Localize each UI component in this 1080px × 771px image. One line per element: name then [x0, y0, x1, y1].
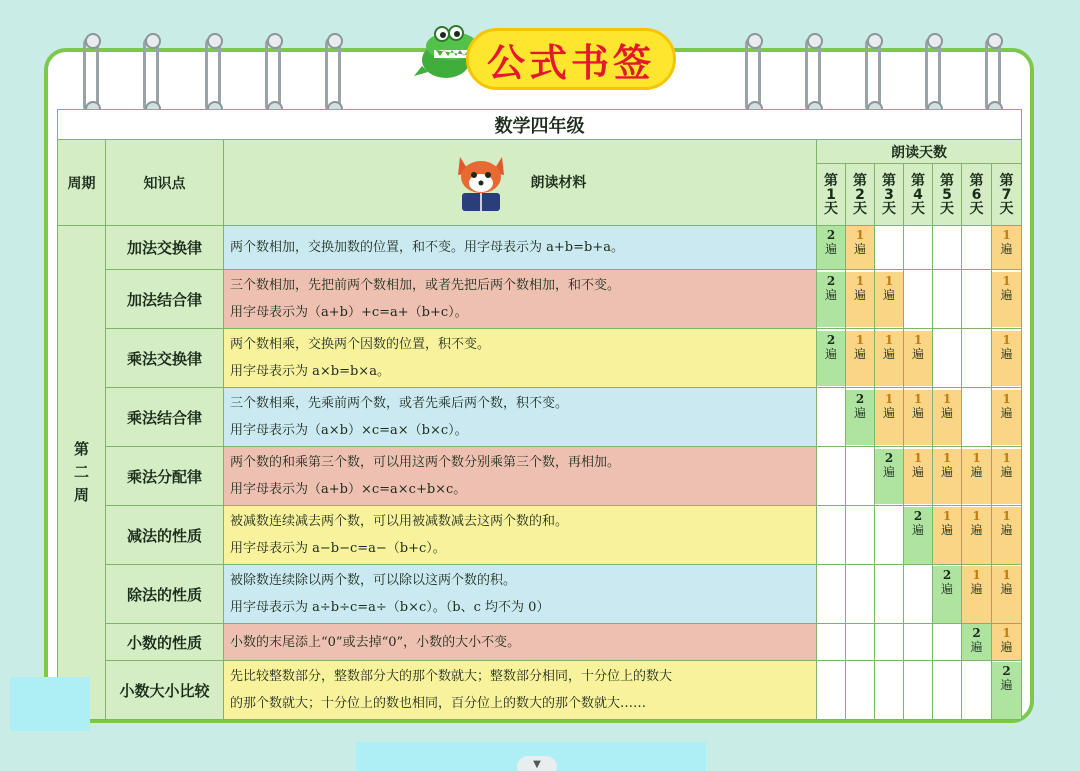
day-cell	[933, 270, 962, 329]
overlay-patch	[10, 677, 90, 731]
day-cell	[992, 388, 1022, 447]
day-cell	[904, 329, 933, 388]
day-cell	[817, 447, 846, 506]
knowledge-cell: 加法交换律	[106, 226, 224, 270]
repeat-mark: 1 遍	[992, 507, 1021, 564]
repeat-mark: 1 遍	[846, 331, 874, 386]
material-line: 用字母表示为 a×b=b×a。	[230, 364, 390, 379]
repeat-mark: 2 遍	[904, 507, 932, 564]
day-cell	[933, 329, 962, 388]
days-group-header: 朗读天数	[817, 140, 1022, 164]
table-row	[58, 329, 1022, 388]
material-line: 用字母表示为（a+b）+c=a+（b+c）。	[230, 305, 468, 320]
repeat-mark: 2 遍	[962, 624, 991, 660]
day-cell	[817, 270, 846, 329]
material-header	[224, 140, 817, 226]
repeat-mark: 1 遍	[933, 507, 961, 564]
material-line: 用字母表示为（a×b）×c=a×（b×c）。	[230, 423, 468, 438]
knowledge-cell: 乘法结合律	[106, 388, 224, 447]
day-cell	[875, 565, 904, 624]
day-cell	[846, 270, 875, 329]
day-cell	[904, 270, 933, 329]
binder-ring-icon	[205, 36, 221, 114]
material-cell	[224, 329, 817, 388]
day-cell	[817, 226, 846, 270]
day-cell	[992, 447, 1022, 506]
day-cell	[933, 565, 962, 624]
day-cell	[875, 661, 904, 720]
material-cell	[224, 388, 817, 447]
binder-ring-icon	[865, 36, 881, 114]
repeat-mark: 2 遍	[846, 390, 874, 445]
day-cell	[846, 506, 875, 565]
repeat-mark: 1 遍	[962, 449, 991, 504]
repeat-mark: 1 遍	[962, 507, 991, 564]
material-cell	[224, 661, 817, 720]
day-header: 第 2 天	[846, 164, 875, 226]
repeat-mark: 1 遍	[992, 226, 1021, 269]
day-cell	[875, 624, 904, 661]
binder-ring-icon	[143, 36, 159, 114]
day-header: 第 6 天	[962, 164, 992, 226]
material-line: 被除数连续除以两个数，可以除以这两个数的积。	[230, 573, 517, 588]
day-cell	[933, 226, 962, 270]
material-cell	[224, 270, 817, 329]
day-cell	[817, 329, 846, 388]
repeat-mark: 1 遍	[962, 566, 991, 623]
day-cell	[875, 270, 904, 329]
table-row	[58, 270, 1022, 329]
material-line: 被减数连续减去两个数，可以用被减数减去这两个数的和。	[230, 514, 569, 529]
binder-ring-icon	[985, 36, 1001, 114]
material-line: 两个数的和乘第三个数，可以用这两个数分别乘第三个数，再相加。	[230, 455, 621, 470]
repeat-mark: 1 遍	[904, 331, 932, 386]
binder-ring-icon	[83, 36, 99, 114]
table-row	[58, 226, 1022, 270]
day-cell	[962, 447, 992, 506]
period-cell: 第 二 周	[58, 226, 106, 720]
table-row	[58, 506, 1022, 565]
knowledge-cell: 加法结合律	[106, 270, 224, 329]
day-header: 第 3 天	[875, 164, 904, 226]
material-cell	[224, 565, 817, 624]
day-cell	[962, 270, 992, 329]
day-cell	[992, 329, 1022, 388]
day-cell	[846, 624, 875, 661]
knowledge-cell: 小数大小比较	[106, 661, 224, 720]
material-header-label: 朗读材料	[530, 174, 587, 191]
repeat-mark: 2 遍	[817, 226, 845, 269]
material-line: 先比较整数部分，整数部分大的那个数就大；整数部分相同，十分位上的数大	[230, 669, 673, 684]
material-line: 两个数相乘，交换两个因数的位置，积不变。	[230, 337, 491, 352]
day-cell	[817, 388, 846, 447]
material-line: 小数的末尾添上“0”或去掉“0”，小数的大小不变。	[230, 634, 521, 650]
binder-ring-icon	[925, 36, 941, 114]
day-cell	[992, 226, 1022, 270]
day-cell	[904, 661, 933, 720]
material-line: 三个数相乘，先乘前两个数，或者先乘后两个数，积不变。	[230, 396, 569, 411]
day-cell	[846, 226, 875, 270]
knowledge-cell: 除法的性质	[106, 565, 224, 624]
day-cell	[933, 661, 962, 720]
knowledge-header: 知识点	[106, 140, 224, 226]
day-cell	[933, 506, 962, 565]
day-cell	[904, 388, 933, 447]
material-cell	[224, 226, 817, 270]
material-cell	[224, 506, 817, 565]
table-row	[58, 565, 1022, 624]
knowledge-cell: 减法的性质	[106, 506, 224, 565]
day-cell	[992, 270, 1022, 329]
table-row	[58, 661, 1022, 720]
repeat-mark: 1 遍	[992, 331, 1021, 386]
repeat-mark: 1 遍	[992, 449, 1021, 504]
table-row	[58, 388, 1022, 447]
banner-title: 公式书签	[466, 28, 676, 90]
formula-table	[57, 109, 1021, 713]
binder-ring-icon	[265, 36, 281, 114]
repeat-mark: 1 遍	[846, 272, 874, 327]
knowledge-cell: 乘法交换律	[106, 329, 224, 388]
material-line: 三个数相加，先把前两个数相加，或者先把后两个数相加，和不变。	[230, 278, 621, 293]
material-line: 用字母表示为 a−b−c=a−（b+c）。	[230, 541, 446, 556]
repeat-mark: 1 遍	[875, 390, 903, 445]
repeat-mark: 2 遍	[933, 566, 961, 623]
repeat-mark: 1 遍	[875, 272, 903, 327]
repeat-mark: 1 遍	[992, 624, 1021, 660]
day-cell	[846, 661, 875, 720]
day-cell	[933, 624, 962, 661]
day-cell	[933, 447, 962, 506]
day-cell	[962, 329, 992, 388]
day-cell	[962, 661, 992, 720]
day-cell	[875, 506, 904, 565]
material-line: 的那个数就大；十分位上的数也相同，百分位上的数大的那个数就大……	[230, 696, 647, 711]
material-cell	[224, 447, 817, 506]
repeat-mark: 1 遍	[992, 272, 1021, 327]
table-title: 数学四年级	[58, 110, 1022, 140]
day-cell	[962, 565, 992, 624]
day-cell	[875, 329, 904, 388]
day-cell	[875, 226, 904, 270]
material-line: 用字母表示为 a÷b÷c=a÷（b×c）。（b、c 均不为 0）	[230, 600, 550, 615]
table-row	[58, 447, 1022, 506]
day-cell	[962, 624, 992, 661]
day-header: 第 7 天	[992, 164, 1022, 226]
material-line: 用字母表示为（a+b）×c=a×c+b×c。	[230, 482, 467, 497]
day-cell	[846, 388, 875, 447]
repeat-mark: 1 遍	[846, 226, 874, 269]
material-cell	[224, 624, 817, 661]
binder-ring-icon	[805, 36, 821, 114]
day-cell	[962, 506, 992, 565]
day-cell	[904, 506, 933, 565]
day-header: 第 5 天	[933, 164, 962, 226]
repeat-mark: 1 遍	[933, 449, 961, 504]
day-cell	[992, 661, 1022, 720]
day-cell	[962, 388, 992, 447]
scroll-down-button[interactable]: ▼	[517, 756, 557, 771]
day-cell	[817, 506, 846, 565]
day-cell	[904, 565, 933, 624]
day-cell	[904, 624, 933, 661]
day-cell	[904, 226, 933, 270]
table-row	[58, 624, 1022, 661]
day-cell	[992, 565, 1022, 624]
day-cell	[962, 226, 992, 270]
fox-reading-icon	[454, 153, 508, 213]
day-cell	[933, 388, 962, 447]
day-cell	[846, 447, 875, 506]
day-cell	[992, 506, 1022, 565]
material-line: 两个数相加，交换加数的位置，和不变。用字母表示为 a+b=b+a。	[230, 240, 624, 255]
repeat-mark: 2 遍	[817, 331, 845, 386]
repeat-mark: 1 遍	[933, 390, 961, 445]
repeat-mark: 1 遍	[992, 566, 1021, 623]
knowledge-cell: 小数的性质	[106, 624, 224, 661]
day-header: 第 4 天	[904, 164, 933, 226]
day-cell	[875, 388, 904, 447]
day-cell	[817, 624, 846, 661]
day-cell	[904, 447, 933, 506]
day-cell	[846, 329, 875, 388]
repeat-mark: 2 遍	[875, 449, 903, 504]
repeat-mark: 1 遍	[992, 390, 1021, 445]
day-cell	[846, 565, 875, 624]
knowledge-cell: 乘法分配律	[106, 447, 224, 506]
day-cell	[817, 661, 846, 720]
day-cell	[992, 624, 1022, 661]
repeat-mark: 2 遍	[817, 272, 845, 327]
period-header: 周期	[58, 140, 106, 226]
binder-ring-icon	[745, 36, 761, 114]
repeat-mark: 1 遍	[904, 390, 932, 445]
binder-ring-icon	[325, 36, 341, 114]
day-header: 第 1 天	[817, 164, 846, 226]
day-cell	[817, 565, 846, 624]
repeat-mark: 1 遍	[875, 331, 903, 386]
day-cell	[875, 447, 904, 506]
repeat-mark: 2 遍	[992, 662, 1021, 719]
repeat-mark: 1 遍	[904, 449, 932, 504]
